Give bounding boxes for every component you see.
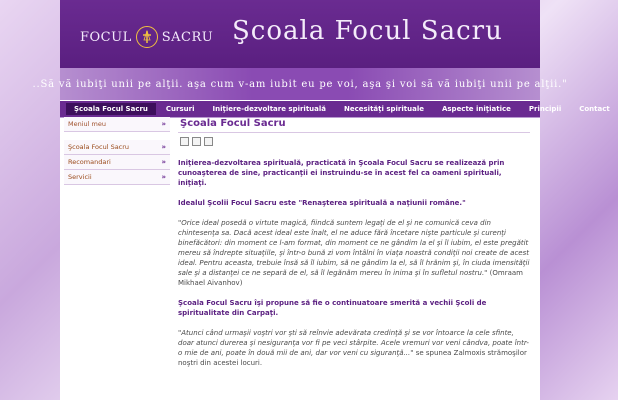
- nav-item-cursuri[interactable]: Cursuri: [165, 105, 195, 113]
- quote-text: "Atunci când urmaşii voştri vor şti să reînvie adevărata credinţă şi se vor întoarce la cele sfinte, doar atunci durerea şi nesiguranţa vor fi pe veci stârpite. Acele vremuri vor veni cândva, poate într-o mie de ani, poate în două mii de ani, dar vor veni cu siguranţă...": [178, 329, 529, 357]
- chevron-down-icon[interactable]: »: [161, 158, 166, 166]
- nav-item-principii[interactable]: Principii: [528, 105, 562, 113]
- print-icon[interactable]: [192, 137, 201, 146]
- nav-item-initiere[interactable]: Iniţiere-dezvoltare spirituală: [212, 105, 327, 113]
- email-icon[interactable]: [204, 137, 213, 146]
- sidebar-title-label: Meniul meu: [68, 120, 106, 128]
- sidebar-item-scoala[interactable]: [64, 140, 170, 155]
- chevron-down-icon[interactable]: »: [161, 143, 166, 151]
- sidebar-item-label: Şcoala Focul Sacru: [68, 143, 130, 151]
- chevron-down-icon[interactable]: »: [161, 173, 166, 181]
- sidebar-item-recomandari[interactable]: [64, 155, 170, 170]
- nav-item-scoala[interactable]: Şcoala Focul Sacru: [66, 103, 156, 115]
- sidebar-title[interactable]: [64, 117, 170, 132]
- nav-item-aspecte[interactable]: Aspecte iniţiatice: [441, 105, 511, 113]
- logo-text-left: FOCUL: [80, 29, 132, 45]
- cross-icon: [136, 26, 158, 48]
- nav-item-necesitati[interactable]: Necesităţi spirituale: [344, 105, 424, 113]
- mission-paragraph: Şcoala Focul Sacru îşi propune să fie o continuatoare smerită a vechii Şcoli de spiritualitate din Carpaţi.: [178, 299, 487, 317]
- logo-text-right: SACRU: [161, 29, 214, 45]
- ideal-paragraph: Idealul Şcolii Focul Sacru este "Renaşterea spirituală a naţiunii române.": [178, 199, 466, 207]
- sidebar-item-label: Recomandari: [68, 158, 111, 166]
- pdf-icon[interactable]: [180, 137, 189, 146]
- intro-paragraph: Iniţierea-dezvoltarea spirituală, practicată în Şcoala Focul Sacru se realizează prin cunoaşterea de sine, practicanţii ei instruindu-se în acest fel ca oameni spirituali, iniţiaţi.: [178, 159, 505, 187]
- header: [60, 0, 540, 68]
- chevron-down-icon[interactable]: »: [161, 120, 166, 128]
- main-nav: [60, 100, 610, 118]
- site-title: Şcoala Focul Sacru: [232, 16, 503, 46]
- quote-author: (Omraam Mikhael Aivanhov): [178, 269, 523, 287]
- sidebar-item-servicii[interactable]: [64, 170, 170, 185]
- content-area: [60, 117, 540, 400]
- zalmoxis-quote: [178, 328, 530, 368]
- main-content: [178, 117, 530, 378]
- logo[interactable]: [80, 26, 213, 48]
- article-tools: [180, 137, 528, 146]
- motto: ..Să vă iubiţi unii pe alţii. aşa cum v-am iubit eu pe voi, aşa şi voi să vă iubiţi unii pe alţii.": [32, 78, 568, 90]
- sidebar: [64, 117, 170, 185]
- motto-band: [32, 68, 568, 100]
- nav-item-contact[interactable]: Contact: [579, 105, 610, 113]
- page: [32, 0, 610, 400]
- sidebar-item-label: Servicii: [68, 173, 92, 181]
- page-title: Şcoala Focul Sacru: [178, 117, 530, 133]
- quote-text: "Orice ideal posedă o virtute magică, fiindcă suntem legaţi de el şi ne comunică ceva din chintesenţa sa. Dacă acest ideal este înalt, el ne aduce fără încetare nişte particule şi curenţi binefăcători: din moment ce l-am format, din moment ce ne gândim la el şi îl iubim, el este pregătit mereu să îndrepte situaţiile, şi într-o bună zi vom întâlni în viaţa noastră condiţii noi create de acest ideal. Pentru aceasta, trebuie însă să îl iubim, să ne gândim la el, să îl hrănim şi, în ciuda imensităţii sale şi a distanţei ce ne separă de el, să îl legănăm mereu în inima şi în sufletul nostru.": [178, 219, 530, 277]
- quote-author: se spunea Zalmoxis strămoşilor noştri din acestei locuri.: [178, 349, 527, 367]
- aivanhov-quote: [178, 218, 530, 288]
